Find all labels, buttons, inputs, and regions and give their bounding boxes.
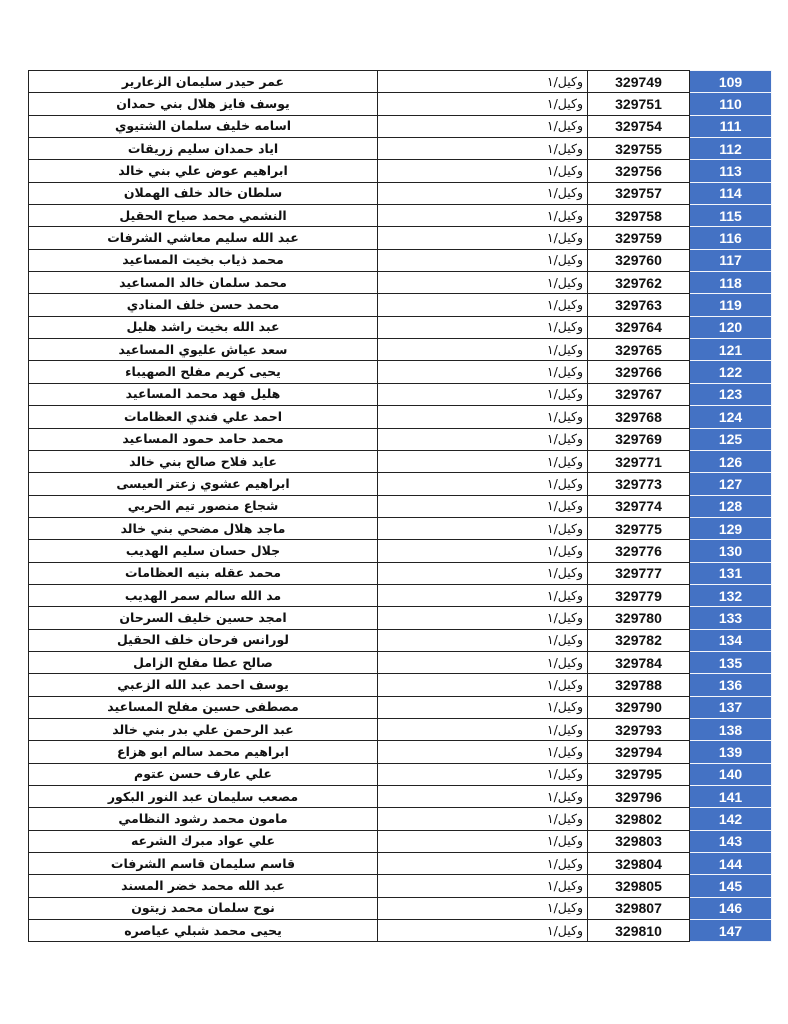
id-cell: 329779 [588,584,690,606]
rank-cell: وكيل/١ [378,205,588,227]
rank-cell: وكيل/١ [378,227,588,249]
id-cell: 329759 [588,227,690,249]
name-cell: امجد حسين خليف السرحان [29,607,378,629]
id-cell: 329758 [588,205,690,227]
serial-number-cell: 142 [690,808,772,830]
name-cell: عبد الله سليم معاشي الشرفات [29,227,378,249]
id-cell: 329765 [588,339,690,361]
rank-cell: وكيل/١ [378,629,588,651]
id-cell: 329767 [588,383,690,405]
id-cell: 329775 [588,517,690,539]
name-cell: سلطان خالد خلف الهملان [29,182,378,204]
rank-cell: وكيل/١ [378,495,588,517]
serial-number-cell: 146 [690,897,772,919]
table-row [29,361,772,383]
rank-cell: وكيل/١ [378,786,588,808]
name-cell: احمد علي فندي العظامات [29,406,378,428]
id-cell: 329780 [588,607,690,629]
id-cell: 329788 [588,674,690,696]
serial-number-cell: 129 [690,517,772,539]
name-cell: محمد ذياب بخيت المساعيد [29,249,378,271]
name-cell: محمد حسن خلف المنادي [29,294,378,316]
rank-cell: وكيل/١ [378,674,588,696]
rank-cell: وكيل/١ [378,830,588,852]
name-cell: مد الله سالم سمر الهديب [29,584,378,606]
id-cell: 329751 [588,93,690,115]
id-cell: 329796 [588,786,690,808]
serial-number-cell: 112 [690,138,772,160]
name-cell: يحيى محمد شبلي عياصره [29,920,378,942]
serial-number-cell: 136 [690,674,772,696]
id-cell: 329754 [588,115,690,137]
table-row [29,339,772,361]
rank-cell: وكيل/١ [378,160,588,182]
id-cell: 329769 [588,428,690,450]
table-row [29,629,772,651]
id-cell: 329762 [588,272,690,294]
name-cell: قاسم سليمان قاسم الشرفات [29,853,378,875]
id-cell: 329807 [588,897,690,919]
table-row [29,227,772,249]
table-row [29,830,772,852]
id-cell: 329804 [588,853,690,875]
serial-number-cell: 109 [690,71,772,93]
table-row [29,294,772,316]
serial-number-cell: 113 [690,160,772,182]
table-row [29,383,772,405]
table-row [29,473,772,495]
id-cell: 329757 [588,182,690,204]
name-cell: عايد فلاح صالح بني خالد [29,450,378,472]
name-cell: علي عواد مبرك الشرعه [29,830,378,852]
name-cell: عبد الله محمد خضر المسند [29,875,378,897]
name-cell: سعد عياش عليوي المساعيد [29,339,378,361]
name-cell: نوح سلمان محمد زيتون [29,897,378,919]
serial-number-cell: 134 [690,629,772,651]
id-cell: 329766 [588,361,690,383]
serial-number-cell: 127 [690,473,772,495]
name-cell: محمد سلمان خالد المساعيد [29,272,378,294]
id-cell: 329790 [588,696,690,718]
serial-number-cell: 147 [690,920,772,942]
table-row [29,875,772,897]
rank-cell: وكيل/١ [378,428,588,450]
name-cell: يوسف احمد عبد الله الزعبي [29,674,378,696]
serial-number-cell: 138 [690,718,772,740]
serial-number-cell: 125 [690,428,772,450]
name-cell: عبد الله بخيت راشد هليل [29,316,378,338]
serial-number-cell: 131 [690,562,772,584]
name-cell: اياد حمدان سليم زريقات [29,138,378,160]
id-cell: 329782 [588,629,690,651]
serial-number-cell: 133 [690,607,772,629]
rank-cell: وكيل/١ [378,920,588,942]
table-row [29,71,772,93]
table-row [29,718,772,740]
table-row [29,93,772,115]
serial-number-cell: 126 [690,450,772,472]
serial-number-cell: 115 [690,205,772,227]
rank-cell: وكيل/١ [378,562,588,584]
table-row [29,115,772,137]
name-cell: ماجد هلال مضحي بني خالد [29,517,378,539]
serial-number-cell: 130 [690,540,772,562]
rank-cell: وكيل/١ [378,741,588,763]
name-cell: اسامه خليف سلمان الشتيوي [29,115,378,137]
table-row [29,428,772,450]
rank-cell: وكيل/١ [378,607,588,629]
table-row [29,205,772,227]
table-row [29,249,772,271]
serial-number-cell: 121 [690,339,772,361]
rank-cell: وكيل/١ [378,361,588,383]
table-row [29,808,772,830]
name-cell: محمد حامد حمود المساعيد [29,428,378,450]
id-cell: 329749 [588,71,690,93]
rank-cell: وكيل/١ [378,93,588,115]
id-cell: 329760 [588,249,690,271]
table-row [29,674,772,696]
serial-number-cell: 120 [690,316,772,338]
personnel-table [28,70,772,942]
serial-number-cell: 122 [690,361,772,383]
id-cell: 329774 [588,495,690,517]
serial-number-cell: 140 [690,763,772,785]
table-row [29,406,772,428]
serial-number-cell: 124 [690,406,772,428]
table-row [29,651,772,673]
rank-cell: وكيل/١ [378,272,588,294]
serial-number-cell: 132 [690,584,772,606]
rank-cell: وكيل/١ [378,294,588,316]
name-cell: صالح عطا مفلح الزامل [29,651,378,673]
serial-number-cell: 114 [690,182,772,204]
rank-cell: وكيل/١ [378,763,588,785]
id-cell: 329776 [588,540,690,562]
id-cell: 329777 [588,562,690,584]
rank-cell: وكيل/١ [378,249,588,271]
name-cell: عبد الرحمن علي بدر بني خالد [29,718,378,740]
id-cell: 329763 [588,294,690,316]
serial-number-cell: 118 [690,272,772,294]
name-cell: لورانس فرحان خلف الحقيل [29,629,378,651]
rank-cell: وكيل/١ [378,718,588,740]
rank-cell: وكيل/١ [378,406,588,428]
id-cell: 329764 [588,316,690,338]
serial-number-cell: 128 [690,495,772,517]
table-row [29,897,772,919]
serial-number-cell: 139 [690,741,772,763]
table-row [29,920,772,942]
id-cell: 329768 [588,406,690,428]
serial-number-cell: 117 [690,249,772,271]
rank-cell: وكيل/١ [378,339,588,361]
id-cell: 329794 [588,741,690,763]
rank-cell: وكيل/١ [378,540,588,562]
serial-number-cell: 110 [690,93,772,115]
name-cell: جلال حسان سليم الهديب [29,540,378,562]
id-cell: 329802 [588,808,690,830]
serial-number-cell: 116 [690,227,772,249]
name-cell: علي عارف حسن عتوم [29,763,378,785]
name-cell: هليل فهد محمد المساعيد [29,383,378,405]
name-cell: محمد عقله بنيه العظامات [29,562,378,584]
rank-cell: وكيل/١ [378,71,588,93]
table-row [29,517,772,539]
id-cell: 329755 [588,138,690,160]
rank-cell: وكيل/١ [378,853,588,875]
table-row [29,316,772,338]
id-cell: 329803 [588,830,690,852]
name-cell: شجاع منصور تيم الحربي [29,495,378,517]
table-row [29,607,772,629]
rank-cell: وكيل/١ [378,316,588,338]
table-row [29,786,772,808]
rank-cell: وكيل/١ [378,138,588,160]
rank-cell: وكيل/١ [378,875,588,897]
serial-number-cell: 143 [690,830,772,852]
table-row [29,853,772,875]
id-cell: 329810 [588,920,690,942]
serial-number-cell: 137 [690,696,772,718]
table-body [29,71,772,942]
name-cell: النشمي محمد صياح الحقيل [29,205,378,227]
table-row [29,160,772,182]
name-cell: ابراهيم عوض علي بني خالد [29,160,378,182]
table-row [29,272,772,294]
name-cell: يحيى كريم مفلح الصهيباء [29,361,378,383]
table-row [29,182,772,204]
table-row [29,763,772,785]
serial-number-cell: 145 [690,875,772,897]
id-cell: 329771 [588,450,690,472]
serial-number-cell: 111 [690,115,772,137]
table-row [29,741,772,763]
table-row [29,450,772,472]
rank-cell: وكيل/١ [378,450,588,472]
table-row [29,138,772,160]
table-row [29,540,772,562]
rank-cell: وكيل/١ [378,517,588,539]
rank-cell: وكيل/١ [378,182,588,204]
serial-number-cell: 123 [690,383,772,405]
table-row [29,495,772,517]
name-cell: مصعب سليمان عبد النور البكور [29,786,378,808]
table-row [29,696,772,718]
rank-cell: وكيل/١ [378,584,588,606]
name-cell: ابراهيم محمد سالم ابو هزاع [29,741,378,763]
table-row [29,584,772,606]
rank-cell: وكيل/١ [378,383,588,405]
serial-number-cell: 144 [690,853,772,875]
rank-cell: وكيل/١ [378,696,588,718]
table-row [29,562,772,584]
name-cell: عمر حيدر سليمان الزعارير [29,71,378,93]
rank-cell: وكيل/١ [378,473,588,495]
id-cell: 329784 [588,651,690,673]
id-cell: 329773 [588,473,690,495]
id-cell: 329805 [588,875,690,897]
serial-number-cell: 119 [690,294,772,316]
name-cell: يوسف فايز هلال بني حمدان [29,93,378,115]
id-cell: 329793 [588,718,690,740]
id-cell: 329795 [588,763,690,785]
name-cell: مامون محمد رشود النظامي [29,808,378,830]
rank-cell: وكيل/١ [378,897,588,919]
name-cell: مصطفى حسين مفلح المساعيد [29,696,378,718]
name-cell: ابراهيم عشوي زعتر العيسى [29,473,378,495]
rank-cell: وكيل/١ [378,651,588,673]
rank-cell: وكيل/١ [378,808,588,830]
serial-number-cell: 141 [690,786,772,808]
serial-number-cell: 135 [690,651,772,673]
id-cell: 329756 [588,160,690,182]
rank-cell: وكيل/١ [378,115,588,137]
